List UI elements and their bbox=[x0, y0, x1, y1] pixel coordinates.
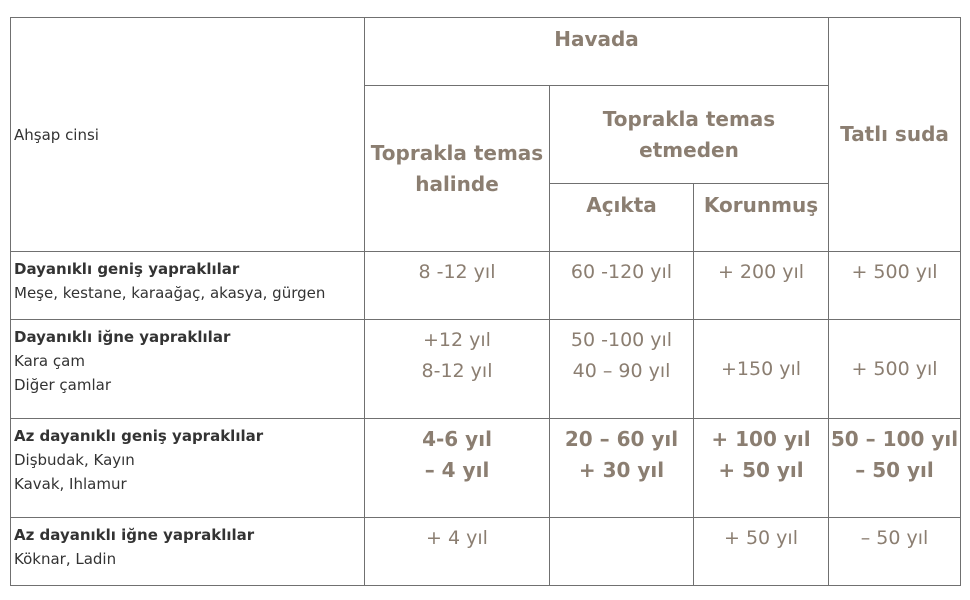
cell-ground bbox=[365, 518, 550, 586]
cell-value: 8-12 yıl bbox=[421, 360, 493, 382]
cell-value: – 4 yıl bbox=[424, 458, 490, 482]
row-species: Kara çam bbox=[14, 352, 85, 370]
table-row bbox=[11, 419, 961, 518]
cell-value: 50 – 100 yıl bbox=[830, 427, 959, 451]
row-species: Köknar, Ladin bbox=[14, 550, 117, 568]
header-no-ground-contact: Toprakla temas etmeden bbox=[550, 86, 829, 184]
row-title: Az dayanıklı iğne yapraklılar bbox=[14, 526, 255, 544]
header-protected: Korunmuş bbox=[694, 184, 829, 252]
cell-value: + 4 yıl bbox=[426, 527, 488, 549]
cell-value: + 500 yıl bbox=[851, 261, 938, 283]
cell-value: +12 yıl bbox=[423, 329, 491, 351]
cell-value: +150 yıl bbox=[720, 357, 802, 380]
cell-water bbox=[829, 419, 961, 518]
cell-water bbox=[829, 320, 961, 419]
row-species: Diğer çamlar bbox=[14, 376, 111, 394]
wood-durability-table bbox=[10, 17, 961, 586]
row-label-cell bbox=[11, 518, 365, 586]
header-ground-contact: Toprakla temas halinde bbox=[365, 86, 550, 252]
cell-value: + 50 yıl bbox=[724, 527, 798, 549]
cell-ground bbox=[365, 252, 550, 320]
header-fresh-water: Tatlı suda bbox=[829, 18, 961, 252]
cell-protected bbox=[694, 518, 829, 586]
row-species: Kavak, Ihlamur bbox=[14, 475, 127, 493]
cell-value: 60 -120 yıl bbox=[570, 261, 673, 283]
cell-water bbox=[829, 252, 961, 320]
cell-value: – 50 yıl bbox=[855, 458, 934, 482]
cell-open bbox=[550, 320, 694, 419]
row-label-cell bbox=[11, 320, 365, 419]
cell-value: + 200 yıl bbox=[717, 261, 805, 283]
row-species: Meşe, kestane, karaağaç, akasya, gürgen bbox=[14, 284, 326, 302]
cell-open bbox=[550, 518, 694, 586]
header-open: Açıkta bbox=[550, 184, 694, 252]
table-row bbox=[11, 320, 961, 419]
cell-value: + 100 yıl bbox=[711, 427, 811, 451]
cell-value: + 50 yıl bbox=[718, 458, 804, 482]
cell-value: 40 – 90 yıl bbox=[572, 360, 671, 382]
cell-value: 20 – 60 yıl bbox=[564, 427, 679, 451]
cell-protected bbox=[694, 252, 829, 320]
cell-protected bbox=[694, 320, 829, 419]
cell-open bbox=[550, 419, 694, 518]
row-title: Dayanıklı geniş yapraklılar bbox=[14, 260, 240, 278]
cell-value: 50 -100 yıl bbox=[570, 329, 673, 351]
row-label-cell bbox=[11, 419, 365, 518]
cell-water bbox=[829, 518, 961, 586]
header-wood-type: Ahşap cinsi bbox=[11, 18, 365, 252]
cell-value: + 30 yıl bbox=[578, 458, 665, 482]
cell-value: 4-6 yıl bbox=[422, 427, 492, 451]
header-air: Havada bbox=[365, 18, 829, 86]
cell-protected bbox=[694, 419, 829, 518]
cell-value: + 500 yıl bbox=[851, 357, 938, 380]
cell-ground bbox=[365, 320, 550, 419]
row-title: Dayanıklı iğne yapraklılar bbox=[14, 328, 231, 346]
cell-ground bbox=[365, 419, 550, 518]
row-species: Dişbudak, Kayın bbox=[14, 451, 135, 469]
row-title: Az dayanıklı geniş yapraklılar bbox=[14, 427, 264, 445]
table-row bbox=[11, 518, 961, 586]
cell-value: 8 -12 yıl bbox=[418, 261, 496, 283]
table-row bbox=[11, 252, 961, 320]
row-label-cell bbox=[11, 252, 365, 320]
cell-open bbox=[550, 252, 694, 320]
cell-value: – 50 yıl bbox=[860, 527, 929, 549]
